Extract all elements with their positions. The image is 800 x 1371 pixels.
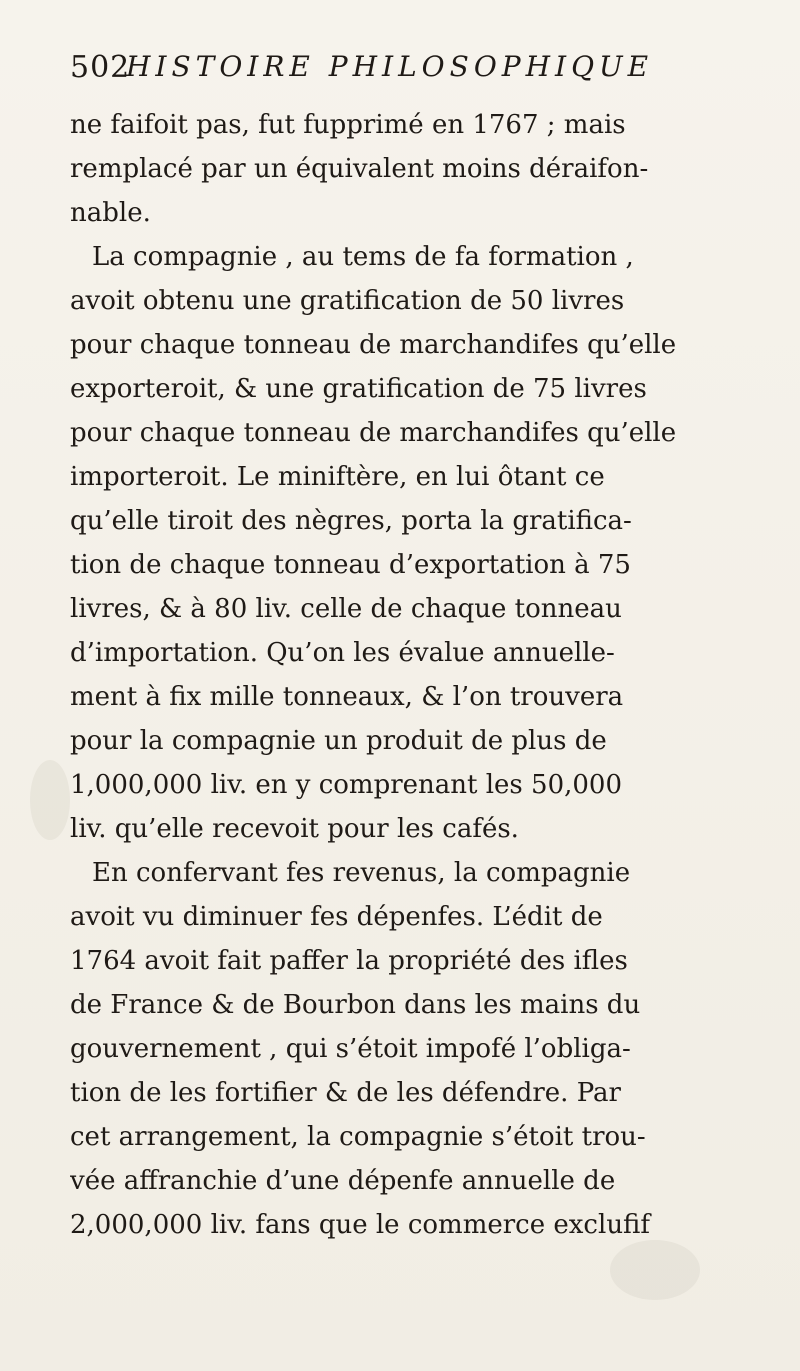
text-line: avoit obtenu une gratification de 50 livres: [70, 286, 625, 316]
text-line: livres, & à 80 liv. celle de chaque tonneau: [70, 594, 622, 624]
text-line: qu’elle tiroit des nègres, porta la gratifica-: [70, 506, 632, 536]
text-line: nable.: [70, 198, 151, 228]
text-line: vée affranchie d’une dépenfe annuelle de: [70, 1166, 616, 1196]
text-line: ment à fix mille tonneaux, & l’on trouvera: [70, 682, 624, 712]
text-line: tion de les fortifier & de les défendre. Par: [70, 1078, 621, 1108]
text-line: La compagnie , au tems de fa formation ,: [92, 242, 634, 272]
text-line: pour chaque tonneau de marchandifes qu’elle: [70, 418, 677, 448]
text-line: pour chaque tonneau de marchandifes qu’elle: [70, 330, 677, 360]
text-line: cet arrangement, la compagnie s’étoit trou-: [70, 1122, 646, 1152]
text-line: 1764 avoit fait paffer la propriété des ifles: [70, 946, 628, 976]
text-line: de France & de Bourbon dans les mains du: [70, 990, 641, 1020]
body-text: [70, 103, 750, 1247]
text-line: importeroit. Le miniftère, en lui ôtant ce: [70, 462, 605, 492]
page-number: 502: [70, 50, 131, 85]
text-line: avoit vu diminuer fes dépenfes. L’édit de: [70, 902, 603, 932]
text-line: liv. qu’elle recevoit pour les cafés.: [70, 814, 519, 844]
text-line: 2,000,000 liv. fans que le commerce exclufif: [70, 1210, 651, 1240]
text-line: En confervant fes revenus, la compagnie: [92, 858, 631, 888]
text-line: exporteroit, & une gratification de 75 livres: [70, 374, 647, 404]
text-line: gouvernement , qui s’étoit impofé l’obliga-: [70, 1034, 631, 1064]
text-line: remplacé par un équivalent moins déraifon-: [70, 154, 649, 184]
text-line: 1,000,000 liv. en y comprenant les 50,000: [70, 770, 623, 800]
text-line: pour la compagnie un produit de plus de: [70, 726, 607, 756]
page-header: [70, 50, 750, 100]
paper-stain: [30, 760, 70, 840]
paper-stain: [610, 1240, 700, 1300]
text-line: tion de chaque tonneau d’exportation à 75: [70, 550, 631, 580]
running-title: HISTOIRE PHILOSOPHIQUE: [126, 50, 654, 83]
text-line: ne faifoit pas, fut fupprimé en 1767 ; mais: [70, 110, 626, 140]
text-line: d’importation. Qu’on les évalue annuelle-: [70, 638, 615, 668]
